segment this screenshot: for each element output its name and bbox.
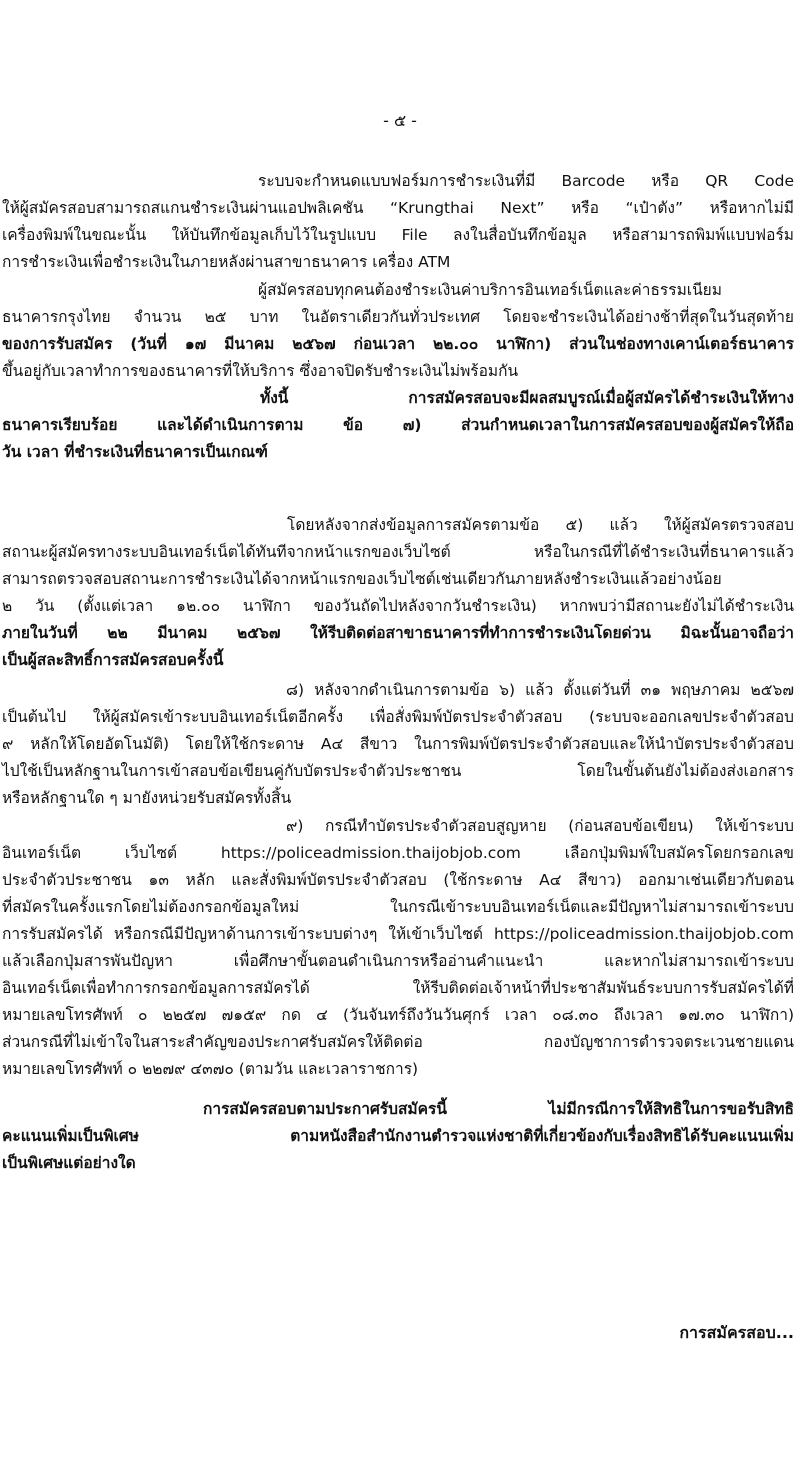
paragraph-fee [0,277,800,385]
text-line: ๘) หลังจากดำเนินการตามข้อ ๖) แล้ว ตั้งแต่วันที่ ๓๑ พฤษภาคม ๒๕๖๗ [286,681,794,699]
text-line: ธนาคารเรียบร้อย และได้ดำเนินการตาม ข้อ ๗) ส่วนกำหนดเวลาในการสมัครสอบของผู้สมัครให้ถือ [2,416,794,434]
text-line: หมายเลขโทรศัพท์ ๐ ๒๒๕๗ ๗๑๕๙ กด ๔ (วันจันทร์ถึงวันวันศุกร์ เวลา ๐๘.๓๐ ถึงเวลา ๑๗.๓๐ นาฬิกา) [2,1006,794,1024]
text-line: วัน เวลา ที่ชำระเงินที่ธนาคารเป็นเกณฑ์ [2,443,268,461]
text-line: อินเทอร์เน็ตเพื่อทำการกรอกข้อมูลการสมัครได้ ให้รีบติดต่อเจ้าหน้าที่ประชาสัมพันธ์ระบบการรับสมัครได้ที่ [2,979,794,997]
text-line: คะแนนเพิ่มเป็นพิเศษ ตามหนังสือสำนักงานตำรวจแห่งชาติที่เกี่ยวข้องกับเรื่องสิทธิได้รับคะแนนเพิ่ม [2,1127,794,1145]
continuation-text: การสมัครสอบ... [679,1323,794,1342]
text-line: แล้วเลือกปุ่มสารพันปัญหา เพื่อศึกษาขั้นตอนดำเนินการหรืออ่านคำแนะนำ และหากไม่สามารถเข้าระบบ [2,952,794,970]
text-line: หรือหลักฐานใด ๆ มายังหน่วยรับสมัครทั้งสิ้น [2,789,292,807]
text-line: ธนาคารกรุงไทย จำนวน ๒๕ บาท ในอัตราเดียวกันทั่วประเทศ โดยจะชำระเงินได้อย่างช้าที่สุดในวันสุดท้าย [2,308,794,326]
text-line: ผู้สมัครสอบทุกคนต้องชำระเงินค่าบริการอินเทอร์เน็ตและค่าธรรมเนียม [258,281,722,299]
text-line: ๙ หลักให้โดยอัตโนมัติ) โดยให้ใช้กระดาษ A๔ สีขาว ในการพิมพ์บัตรประจำตัวสอบและให้นำบัตรประจำตัวสอบ [2,735,794,753]
paragraph-no-bonus [0,1096,800,1177]
text-line: ส่วนกรณีที่ไม่เข้าใจในสาระสำคัญของประกาศรับสมัครให้ติดต่อ กองบัญชาการตำรวจตระเวนชายแดน [2,1033,794,1051]
text-line: ให้ผู้สมัครสอบสามารถสแกนชำระเงินผ่านแอปพลิเคชัน “Krungthai Next” หรือ “เป๋าตัง” หรือหากไม่มี [2,199,794,217]
text-line: ของการรับสมัคร (วันที่ ๑๗ มีนาคม ๒๕๖๗ ก่อนเวลา ๒๒.๐๐ นาฬิกา) ส่วนในช่องทางเคาน์เตอร์ธนาคาร [2,335,794,353]
text-line: ขึ้นอยู่กับเวลาทำการของธนาคารที่ให้บริการ ซึ่งอาจปิดรับชำระเงินไม่พร้อมกัน [2,362,519,380]
text-line: การชำระเงินเพื่อชำระเงินในภายหลังผ่านสาขาธนาคาร เครื่อง ATM [2,253,451,271]
paragraph-status-check [0,512,800,674]
text-line: หมายเลขโทรศัพท์ ๐ ๒๒๗๙ ๔๓๗๐ (ตามวัน และเวลาราชการ) [2,1060,419,1078]
text-line: การรับสมัครได้ หรือกรณีมีปัญหาด้านการเข้าระบบต่างๆ ให้เข้าเว็บไซต์ https://policeadmission.thaijobjob.com [2,925,794,943]
text-line: ภายในวันที่ ๒๒ มีนาคม ๒๕๖๗ ให้รีบติดต่อสาขาธนาคารที่ทำการชำระเงินโดยด่วน มิฉะนั้นอาจถือว่า [2,624,794,642]
text-line: เครื่องพิมพ์ในขณะนั้น ให้บันทึกข้อมูลเก็บไว้ในรูปแบบ File ลงในสื่อบันทึกข้อมูล หรือสามารถพิมพ์แบบฟอร์ม [2,226,794,244]
paragraph-item-8 [0,677,800,812]
text-line: เป็นต้นไป ให้ผู้สมัครเข้าระบบอินเทอร์เน็ตอีกครั้ง เพื่อสั่งพิมพ์บัตรประจำตัวสอบ (ระบบจะออกเลขประจำตัวสอบ [2,708,794,726]
text-line: โดยหลังจากส่งข้อมูลการสมัครตามข้อ ๕) แล้ว ให้ผู้สมัครตรวจสอบ [287,516,794,534]
text-line: ไปใช้เป็นหลักฐานในการเข้าสอบข้อเขียนคู่กับบัตรประจำตัวประชาชน โดยในขั้นต้นยังไม่ต้องส่งเอกสาร [2,762,794,780]
paragraph-payment-form [0,168,800,276]
text-line: เป็นผู้สละสิทธิ์การสมัครสอบครั้งนี้ [2,651,224,669]
text-line: ที่สมัครในครั้งแรกโดยไม่ต้องกรอกข้อมูลใหม่ ในกรณีเข้าระบบอินเทอร์เน็ตและมีปัญหาไม่สามารถเข้าระบบ [2,898,794,916]
paragraph-completion [0,385,800,466]
paragraph-item-9 [0,813,800,1083]
text-line: อินเทอร์เน็ต เว็บไซต์ https://policeadmission.thaijobjob.com เลือกปุ่มพิมพ์ใบสมัครโดยกรอกเลข [2,844,794,862]
text-line: ระบบจะกำหนดแบบฟอร์มการชำระเงินที่มี Barcode หรือ QR Code [258,172,794,190]
text-line: เป็นพิเศษแต่อย่างใด [2,1154,136,1172]
text-line: การสมัครสอบตามประกาศรับสมัครนี้ ไม่มีกรณีการให้สิทธิในการขอรับสิทธิ [203,1100,794,1118]
text-line: สามารถตรวจสอบสถานะการชำระเงินได้จากหน้าแรกของเว็บไซต์เช่นเดียวกันภายหลังชำระเงินแล้วอย่างน้อย [2,570,722,588]
text-line: สถานะผู้สมัครทางระบบอินเทอร์เน็ตได้ทันทีจากหน้าแรกของเว็บไซต์ หรือในกรณีที่ได้ชำระเงินที่ธนาคารแล้ว [2,543,794,561]
text-line: ๙) กรณีทำบัตรประจำตัวสอบสูญหาย (ก่อนสอบข้อเขียน) ให้เข้าระบบ [286,817,794,835]
page-number: - ๕ - [383,111,417,130]
text-line: ๒ วัน (ตั้งแต่เวลา ๑๒.๐๐ นาฬิกา ของวันถัดไปหลังจากวันชำระเงิน) หากพบว่ามีสถานะยังไม่ได้ชำระเงิน [2,597,794,615]
text-line: ประจำตัวประชาชน ๑๓ หลัก และสั่งพิมพ์บัตรประจำตัวสอบ (ใช้กระดาษ A๔ สีขาว) ออกมาเช่นเดียวกับตอน [2,871,794,889]
text-line: ทั้งนี้ การสมัครสอบจะมีผลสมบูรณ์เมื่อผู้สมัครได้ชำระเงินให้ทาง [260,389,794,407]
